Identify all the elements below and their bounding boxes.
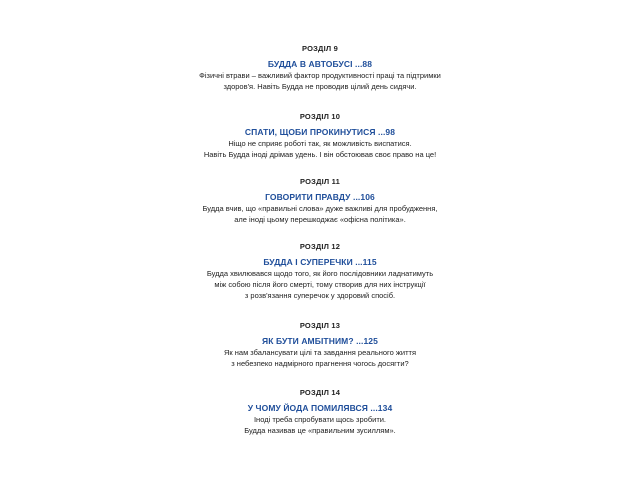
chapter-title-link[interactable]: У ЧОМУ ЙОДА ПОМИЛЯВСЯ ...134 bbox=[247, 403, 393, 413]
description-line: Будда називав це «правильним зусиллям». bbox=[244, 426, 396, 435]
chapter-description bbox=[0, 347, 640, 369]
chapter-label: РОЗДІЛ 13 bbox=[299, 321, 341, 330]
chapter-description bbox=[0, 138, 640, 160]
chapter-description bbox=[0, 414, 640, 436]
chapter-14 bbox=[0, 388, 640, 436]
chapter-label: РОЗДІЛ 14 bbox=[299, 388, 341, 397]
chapter-9 bbox=[0, 44, 640, 92]
chapter-12 bbox=[0, 242, 640, 301]
description-line: з розв'язання суперечок у здоровий спосіб. bbox=[244, 291, 396, 300]
chapter-title-link[interactable]: ГОВОРИТИ ПРАВДУ ...106 bbox=[265, 192, 375, 202]
description-line: Як нам збалансувати цілі та завдання реального життя bbox=[223, 348, 417, 357]
chapter-description bbox=[0, 70, 640, 92]
chapter-description bbox=[0, 268, 640, 301]
description-line: між собою після його смерті, тому створив для них інструкції bbox=[214, 280, 426, 289]
chapter-11 bbox=[0, 177, 640, 225]
chapter-title-link[interactable]: ЯК БУТИ АМБІТНИМ? ...125 bbox=[262, 336, 378, 346]
chapter-10 bbox=[0, 112, 640, 160]
description-line: Будда вчив, що «правильні слова» дуже важливі для пробудження, bbox=[202, 204, 438, 213]
chapter-label: РОЗДІЛ 11 bbox=[300, 177, 340, 186]
description-line: здоров'я. Навіть Будда не проводив цілий день сидячи. bbox=[223, 82, 417, 91]
description-line: Навіть Будда іноді дрімав удень. І він обстоював своє право на це! bbox=[203, 150, 437, 159]
chapter-13 bbox=[0, 321, 640, 369]
description-line: Будда хвилювався щодо того, як його послідовники ладнатимуть bbox=[206, 269, 434, 278]
chapter-label: РОЗДІЛ 12 bbox=[299, 242, 341, 251]
chapter-label: РОЗДІЛ 9 bbox=[302, 44, 338, 53]
description-line: Іноді треба спробувати щось зробити. bbox=[253, 415, 387, 424]
description-line: з небезпеко надмірного прагнення чогось досягти? bbox=[231, 359, 409, 368]
chapter-title-link[interactable]: СПАТИ, ЩОБИ ПРОКИНУТИСЯ ...98 bbox=[244, 127, 396, 137]
chapter-description bbox=[0, 203, 640, 225]
chapter-title-link[interactable]: БУДДА І СУПЕРЕЧКИ ...115 bbox=[263, 257, 377, 267]
description-line: Ніщо не сприяє роботі так, як можливість виспатися. bbox=[228, 139, 412, 148]
chapter-title-link[interactable]: БУДДА В АВТОБУСІ ...88 bbox=[267, 59, 373, 69]
description-line: але іноді цьому перешкоджає «офісна політика». bbox=[234, 215, 406, 224]
description-line: Фізичні втрави – важливий фактор продуктивності праці та підтримки bbox=[199, 71, 441, 80]
chapter-label: РОЗДІЛ 10 bbox=[299, 112, 341, 121]
